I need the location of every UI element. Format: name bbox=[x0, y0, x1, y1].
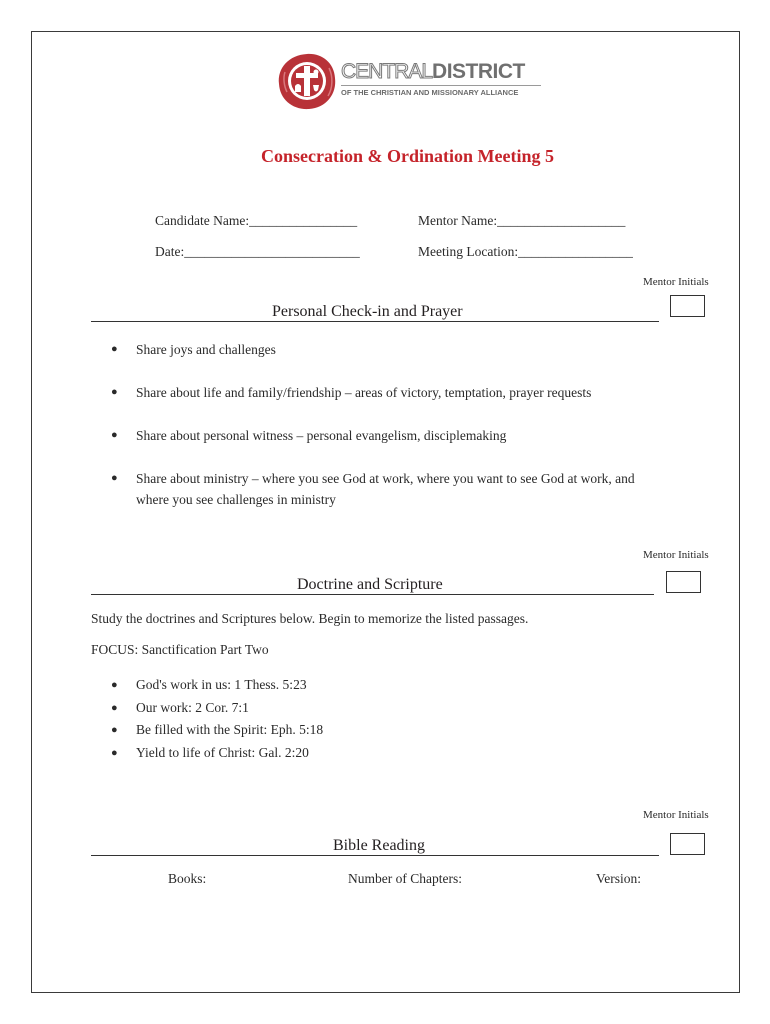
chapters-label: Number of Chapters: bbox=[348, 871, 462, 886]
books-label: Books: bbox=[168, 871, 207, 886]
mentor-name-field[interactable]: Mentor Name:___________________ bbox=[418, 213, 626, 228]
mentor-initials-box-2[interactable] bbox=[666, 571, 701, 593]
logo-rule bbox=[341, 85, 541, 86]
list-item: ● Yield to life of Christ: Gal. 2:20 bbox=[136, 742, 323, 765]
list-item: ● Be filled with the Spirit: Eph. 5:18 bbox=[136, 719, 323, 742]
doctrine-intro: Study the doctrines and Scriptures below. Begin to memorize the listed passages. bbox=[91, 611, 529, 626]
mentor-initials-box-3[interactable] bbox=[670, 833, 705, 855]
doctrine-focus: FOCUS: Sanctification Part Two bbox=[91, 642, 269, 657]
mentor-initials-label-1: Mentor Initials bbox=[643, 276, 709, 288]
mentor-initials-box-1[interactable] bbox=[670, 295, 705, 317]
bullet-icon: ● bbox=[111, 701, 118, 714]
logo-subtitle: OF THE CHRISTIAN AND MISSIONARY ALLIANCE bbox=[341, 88, 519, 97]
logo-seal-icon bbox=[277, 52, 337, 110]
list-item: ● Share about life and family/friendship – areas of victory, temptation, prayer requests bbox=[136, 382, 635, 403]
section-title-bible: Bible Reading bbox=[333, 837, 425, 854]
bullet-icon: ● bbox=[111, 724, 118, 736]
checkin-bullet-list bbox=[111, 339, 635, 510]
section-rule-checkin bbox=[91, 321, 659, 322]
bullet-icon: ● bbox=[111, 386, 118, 398]
bullet-icon: ● bbox=[111, 343, 118, 355]
bullet-icon: ● bbox=[111, 429, 118, 441]
logo bbox=[277, 52, 547, 112]
mentor-initials-label-3: Mentor Initials bbox=[643, 809, 709, 821]
logo-wordmark bbox=[341, 60, 525, 84]
list-item-continuation: where you see challenges in ministry bbox=[136, 492, 336, 507]
doctrine-bullet-list bbox=[111, 674, 324, 764]
section-title-checkin: Personal Check-in and Prayer bbox=[272, 303, 463, 320]
page-title: Consecration & Ordination Meeting 5 bbox=[261, 146, 554, 166]
list-item: ● Share joys and challenges bbox=[136, 339, 635, 360]
bullet-icon: ● bbox=[111, 472, 118, 484]
date-field[interactable]: Date:__________________________ bbox=[155, 244, 360, 259]
list-item: ● God's work in us: 1 Thess. 5:23 bbox=[136, 674, 323, 697]
section-title-doctrine: Doctrine and Scripture bbox=[297, 576, 443, 593]
bullet-icon: ● bbox=[111, 679, 118, 691]
mentor-initials-label-2: Mentor Initials bbox=[643, 549, 709, 561]
bullet-icon: ● bbox=[111, 746, 118, 759]
candidate-name-field[interactable]: Candidate Name:________________ bbox=[155, 213, 358, 228]
version-label: Version: bbox=[596, 871, 641, 886]
list-item: ● Share about personal witness – personal evangelism, disciplemaking bbox=[136, 425, 635, 446]
list-item: ● Our work: 2 Cor. 7:1 bbox=[136, 697, 323, 720]
section-rule-doctrine bbox=[91, 594, 654, 595]
logo-district-text: DISTRICT bbox=[432, 60, 525, 83]
logo-central-text: CENTRAL bbox=[341, 60, 433, 83]
meeting-location-field[interactable]: Meeting Location:_________________ bbox=[418, 244, 633, 259]
list-item: ● Share about ministry – where you see God at work, where you want to see God at work, and bbox=[136, 468, 635, 489]
section-rule-bible bbox=[91, 855, 659, 856]
